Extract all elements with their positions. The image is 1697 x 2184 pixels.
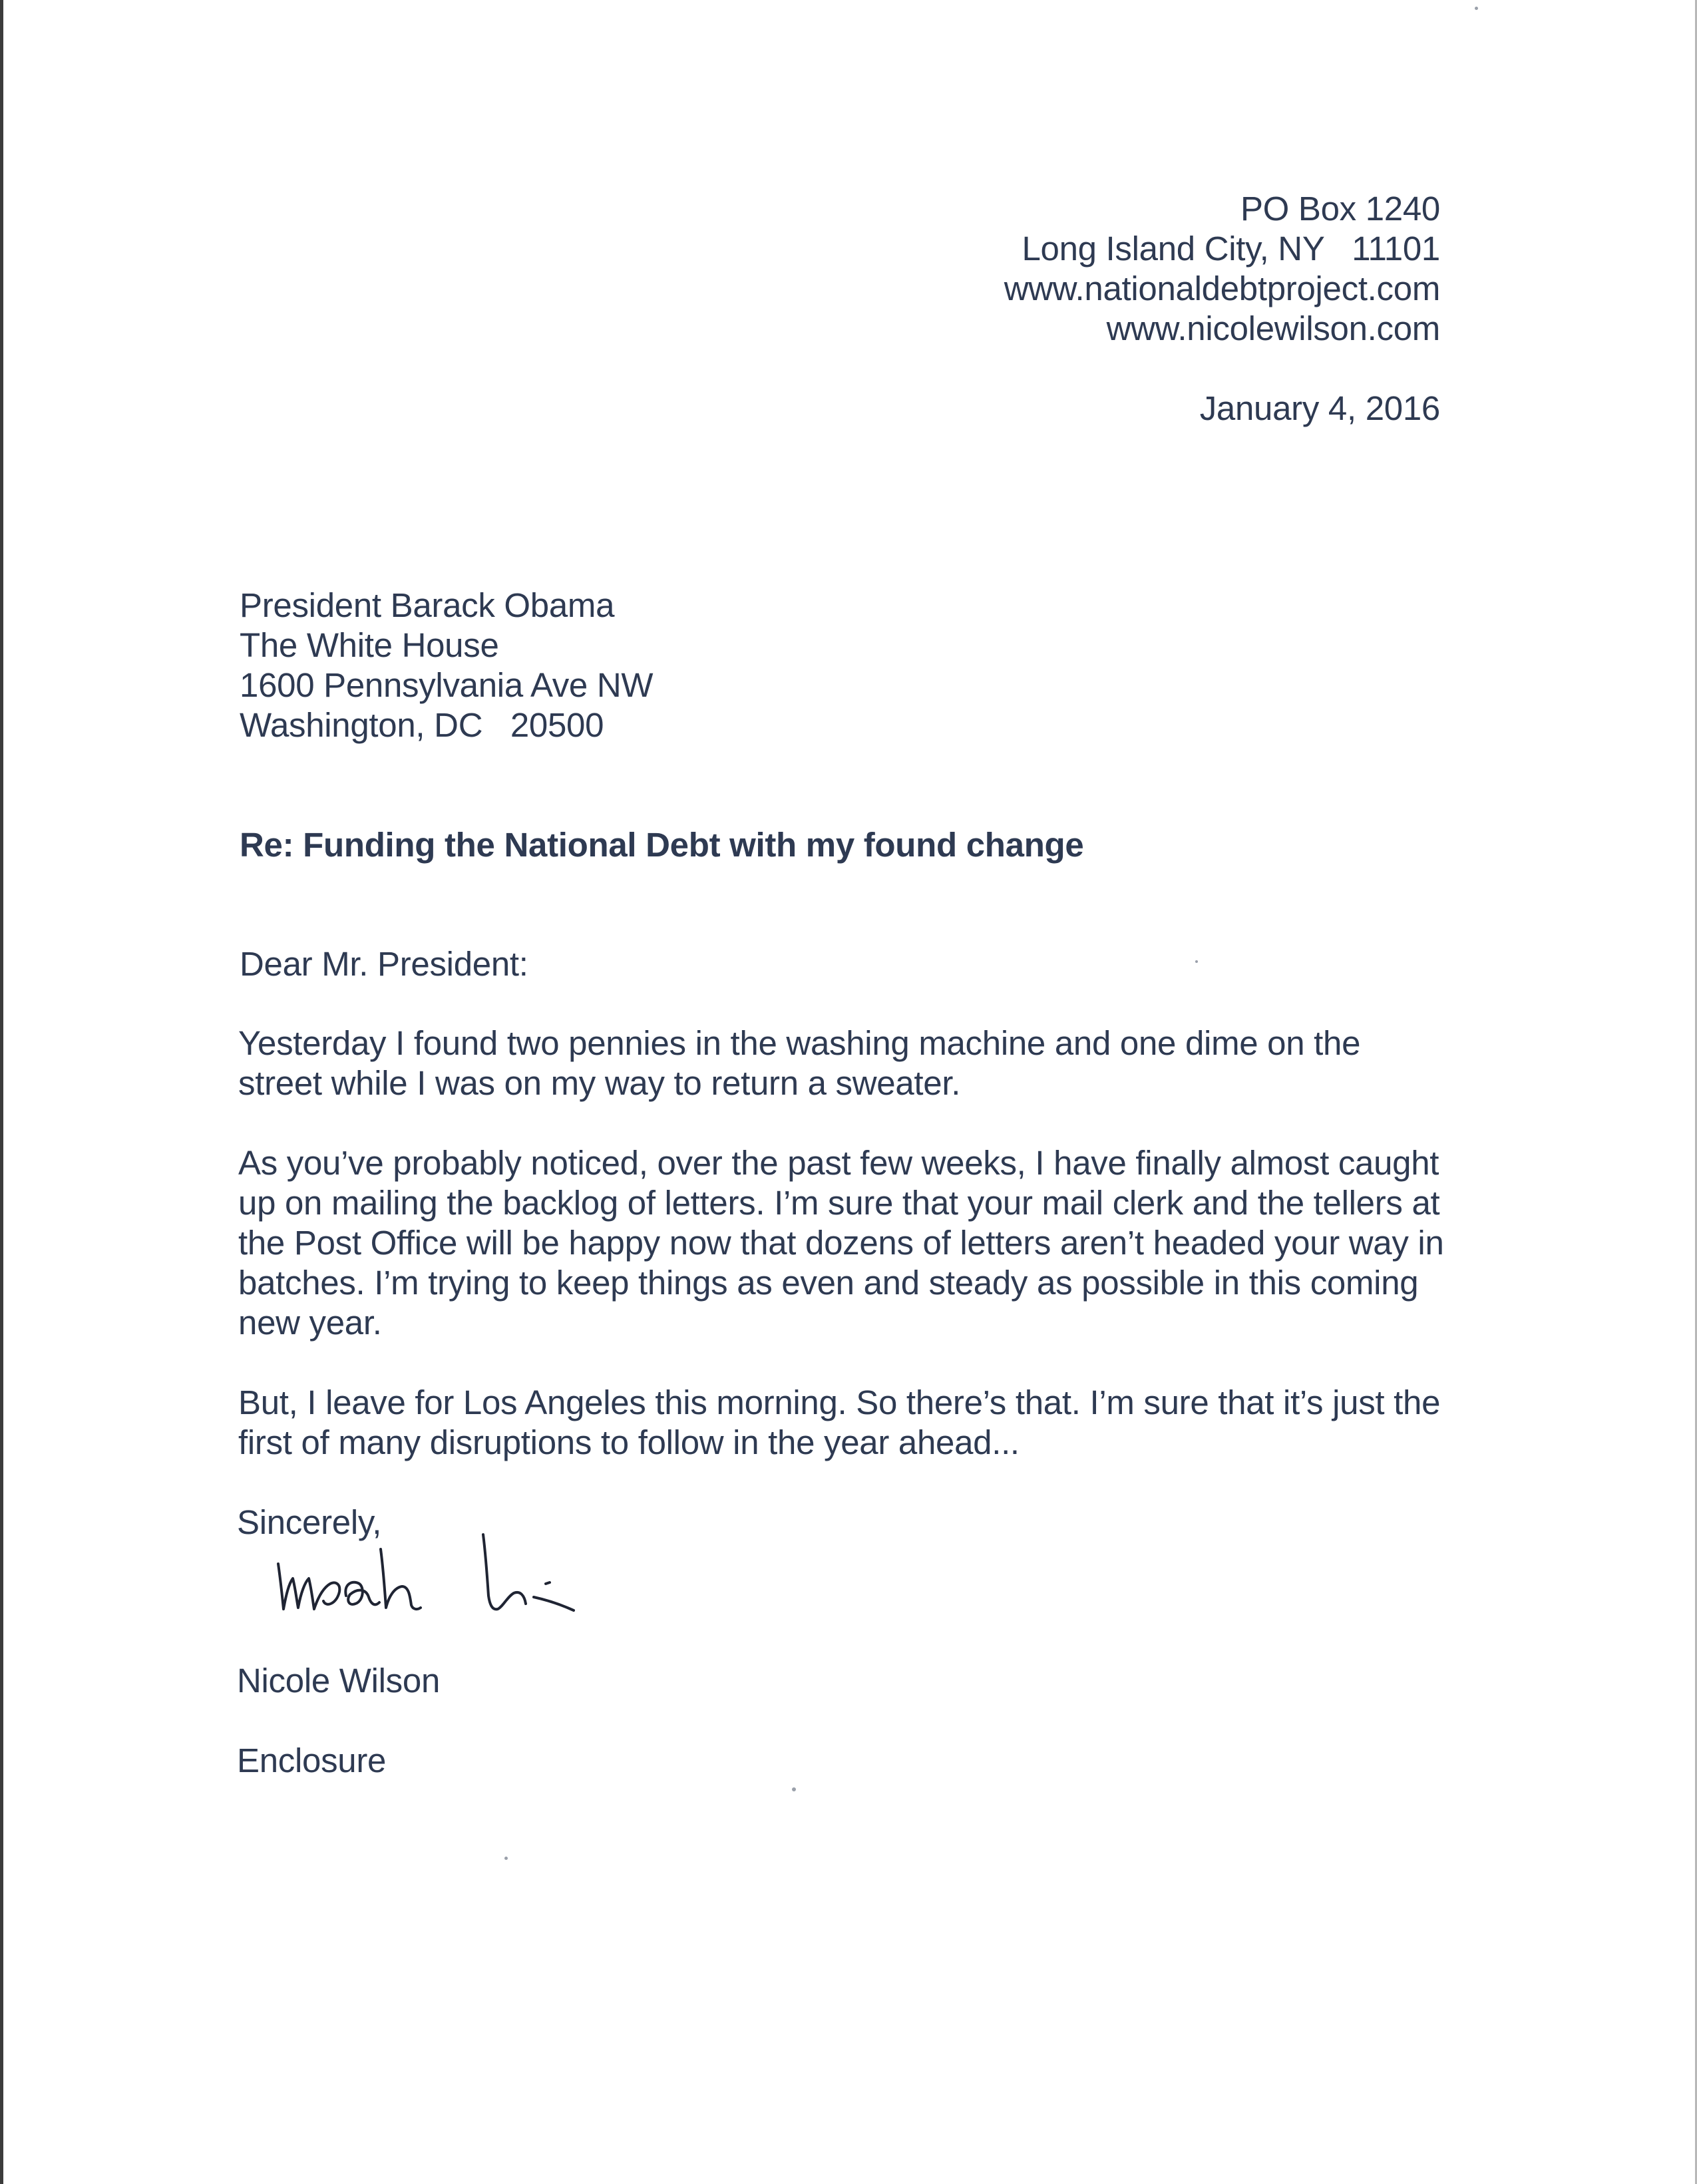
sender-address-block (841, 189, 1440, 349)
sender-po-box: PO Box 1240 (1240, 190, 1440, 228)
scan-border-left (0, 0, 3, 2184)
scan-speck (504, 1857, 508, 1860)
salutation: Dear Mr. President: (240, 945, 528, 983)
recipient-street: 1600 Pennsylvania Ave NW (240, 666, 654, 704)
recipient-office: The White House (240, 626, 499, 664)
body-paragraph-3: But, I leave for Los Angeles this morning. So there’s that. I’m sure that it’s just the first of many disruptions to follow in the year ahead... (238, 1383, 1441, 1461)
letter-date: January 4, 2016 (1199, 389, 1440, 427)
handwritten-signature (266, 1523, 665, 1636)
enclosure-note: Enclosure (237, 1741, 387, 1779)
sender-website-national-debt: www.nationaldebtproject.com (1004, 270, 1440, 307)
sender-website-personal: www.nicolewilson.com (1106, 309, 1440, 347)
closing: Sincerely, (237, 1503, 382, 1541)
scan-speck (1195, 960, 1198, 963)
scan-speck (1475, 7, 1478, 10)
scan-speck (792, 1787, 796, 1791)
signer-name: Nicole Wilson (237, 1662, 441, 1700)
body-paragraph-1: Yesterday I found two pennies in the washing machine and one dime on the street while I was on my way to return a sweater. (238, 1024, 1361, 1102)
subject-line: Re: Funding the National Debt with my found change (240, 826, 1084, 864)
sender-city-state-zip: Long Island City, NY 11101 (1022, 230, 1440, 268)
body-paragraph-2: As you’ve probably noticed, over the past few weeks, I have finally almost caught up on mailing the backlog of letters. I’m sure that your mail clerk and the tellers at the Post Office will be happy now that dozens of letters aren’t headed your way in batches. I’m trying to keep things as even and steady as possible in this coming new year. (238, 1144, 1444, 1342)
recipient-name: President Barack Obama (240, 586, 615, 624)
recipient-city-state-zip: Washington, DC 20500 (240, 706, 604, 744)
recipient-address-block (240, 586, 1038, 745)
